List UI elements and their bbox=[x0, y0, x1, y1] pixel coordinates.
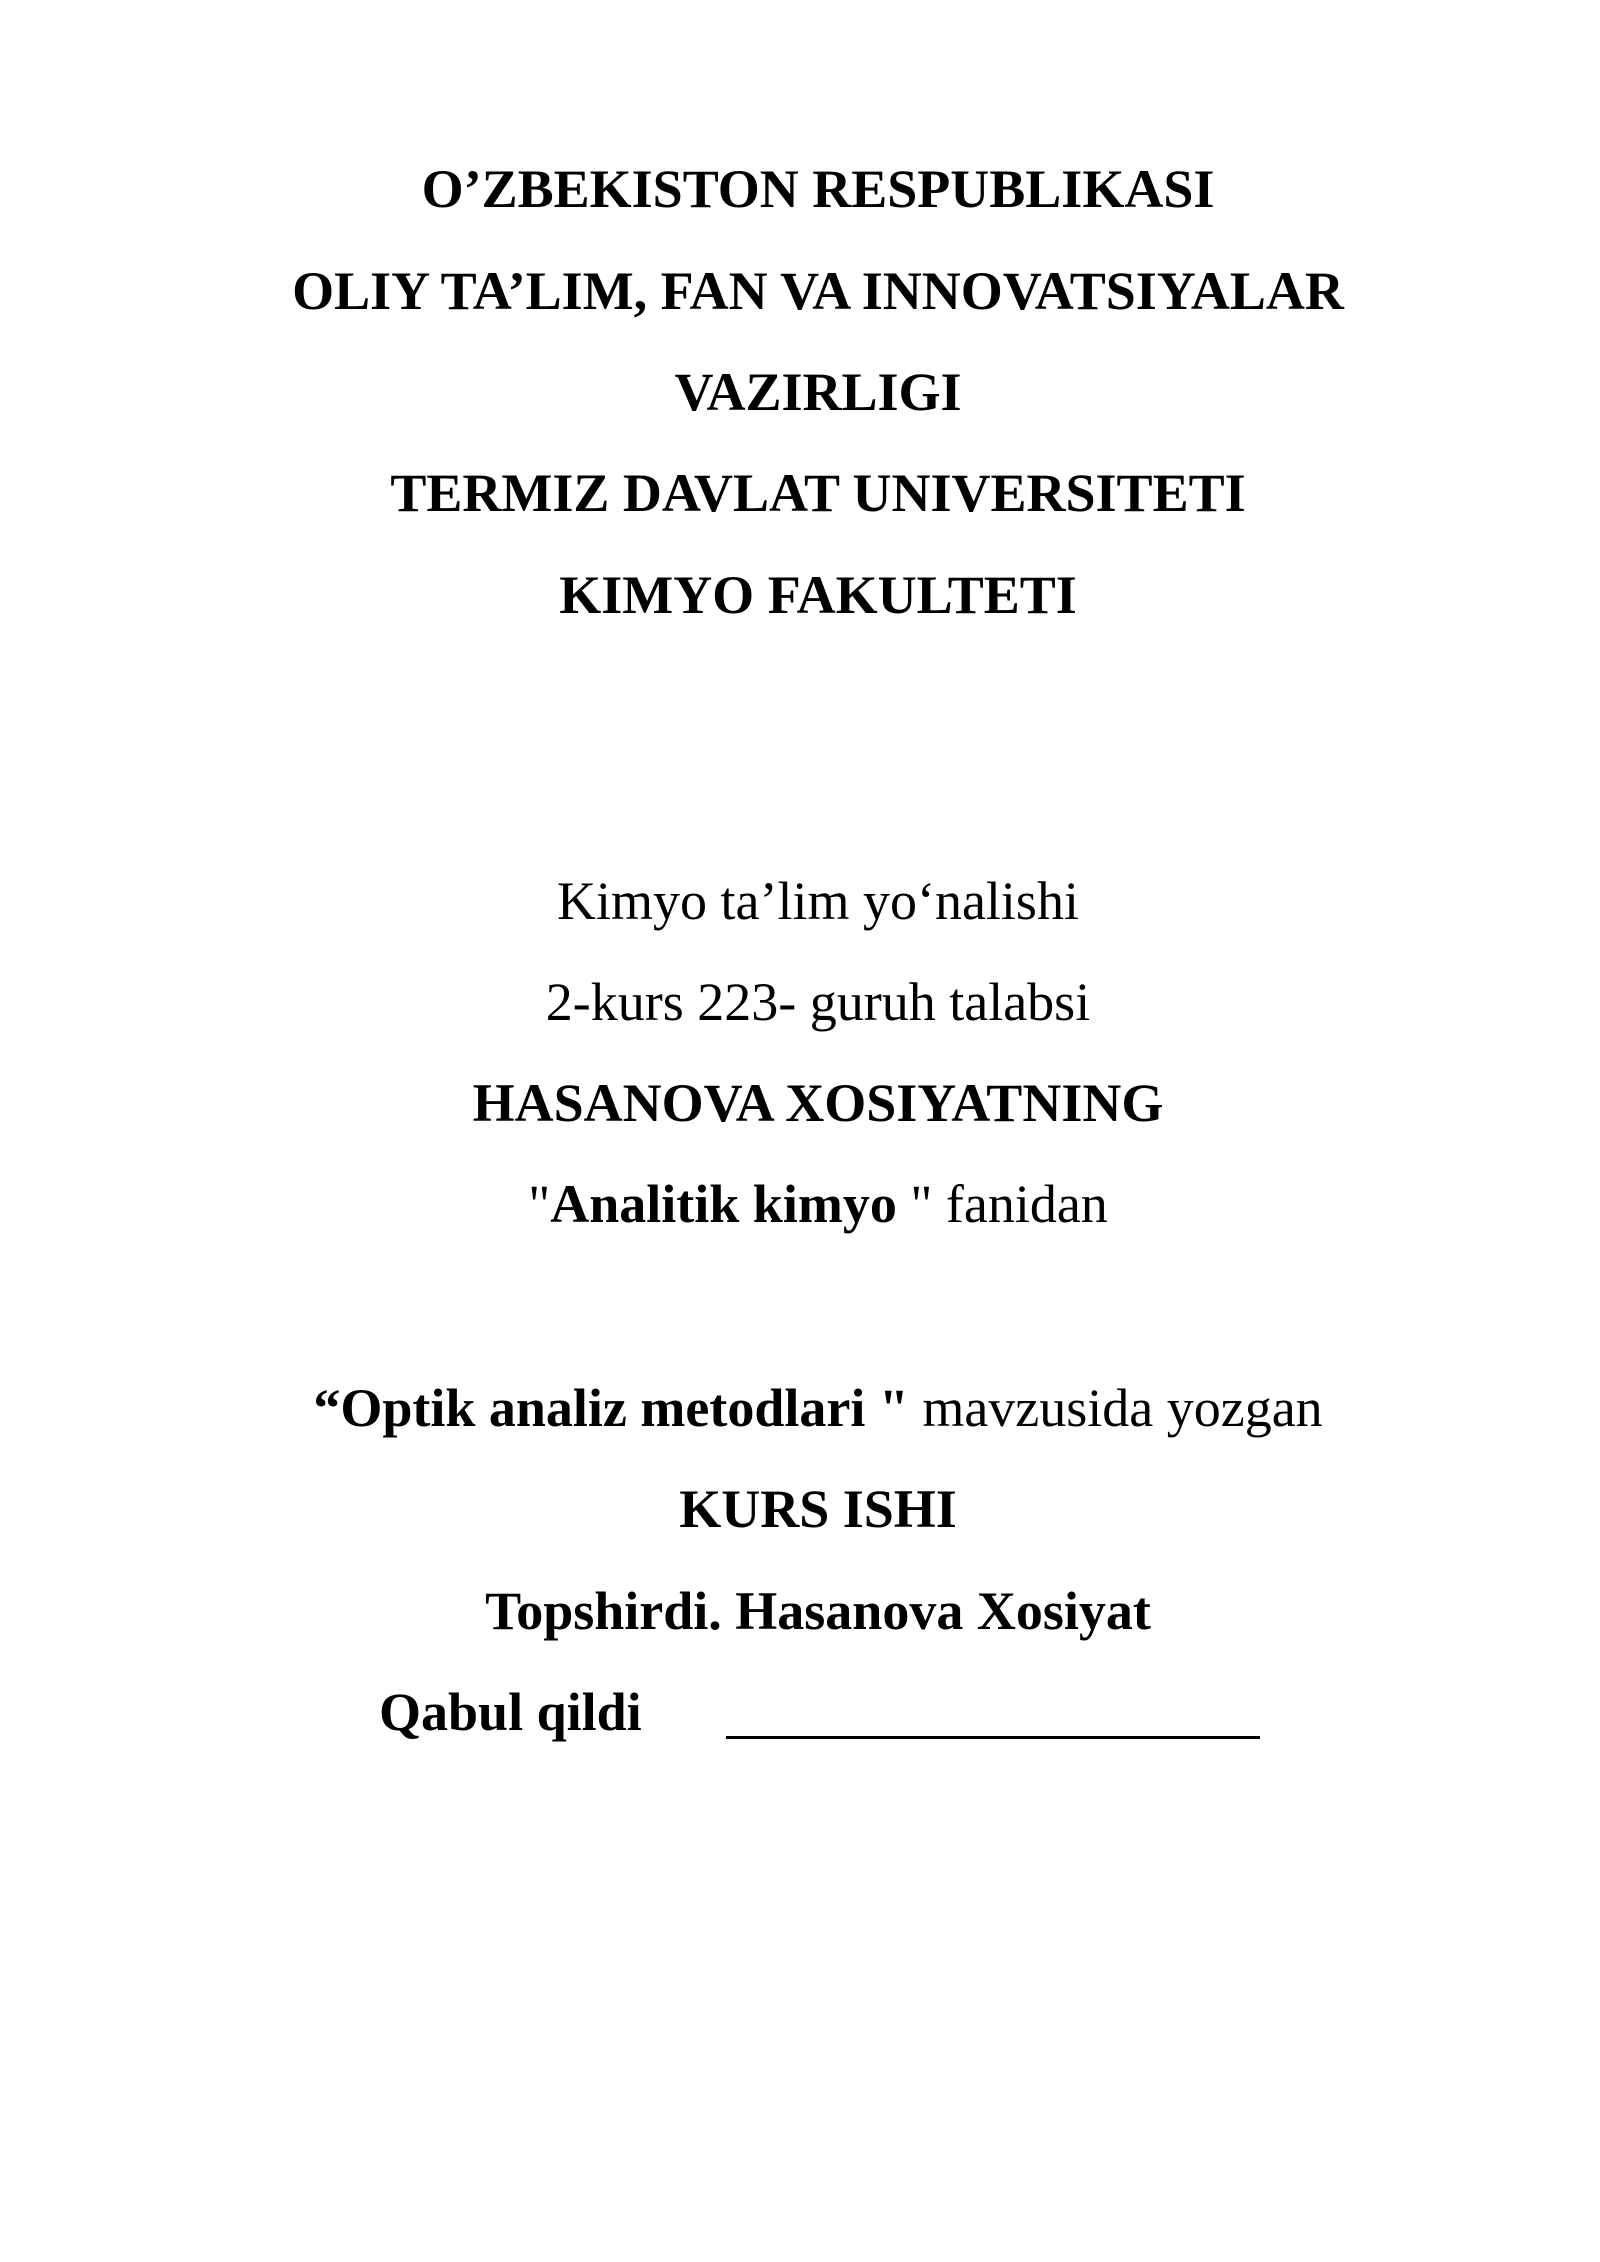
course-group: 2-kurs 223- guruh talabsi bbox=[545, 972, 1091, 1032]
subject-name: Analitik kimyo bbox=[550, 1174, 897, 1234]
topic-line bbox=[0, 1376, 1600, 1440]
subject-close-quote: " bbox=[896, 1174, 933, 1234]
study-direction: Kimyo ta’lim yo‘nalishi bbox=[557, 871, 1079, 931]
ministry-title-cont: VAZIRLIGI bbox=[674, 362, 962, 422]
subject-suffix: fanidan bbox=[932, 1174, 1108, 1234]
country-title: O’ZBEKISTON RESPUBLIKASI bbox=[421, 159, 1215, 219]
topic-suffix: mavzusida yozgan bbox=[908, 1378, 1323, 1438]
university-title: TERMIZ DAVLAT UNIVERSITETI bbox=[390, 463, 1246, 523]
topic-title: “Optik analiz metodlari " bbox=[313, 1378, 909, 1438]
signature-line bbox=[726, 1736, 1260, 1739]
submitted-by: Topshirdi. Hasanova Xosiyat bbox=[485, 1581, 1151, 1641]
received-by-label: Qabul qildi bbox=[379, 1682, 642, 1742]
faculty-title: KIMYO FAKULTETI bbox=[559, 565, 1077, 625]
subject-open-quote: " bbox=[528, 1174, 551, 1234]
student-name: HASANOVA XOSIYATNING bbox=[472, 1073, 1164, 1133]
work-type: KURS ISHI bbox=[679, 1479, 957, 1539]
ministry-title: OLIY TA’LIM, FAN VA INNOVATSIYALAR bbox=[292, 261, 1344, 321]
subject-line bbox=[0, 1172, 1600, 1236]
